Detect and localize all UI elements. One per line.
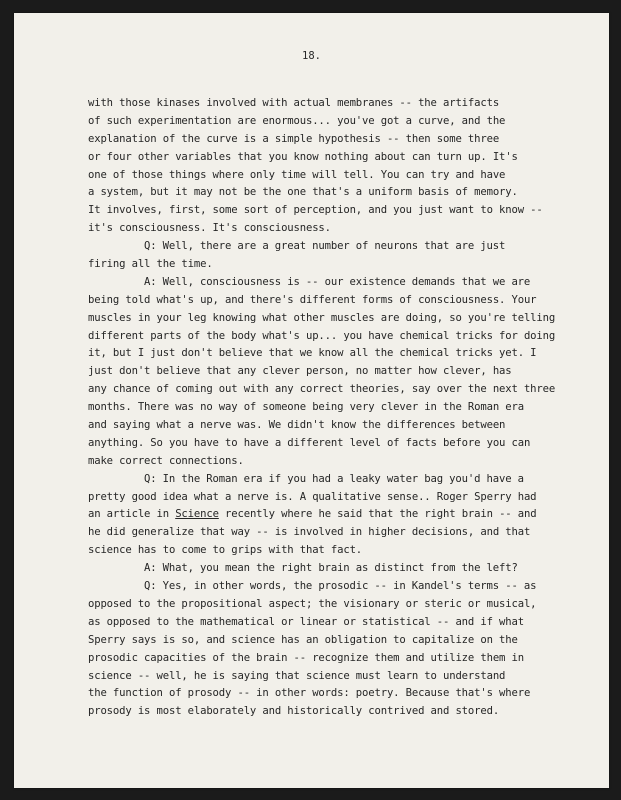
text-line: being told what's up, and there's different forms of consciousness. Your (88, 293, 537, 306)
page-number: 18. (302, 50, 321, 62)
answer-line: A: What, you mean the right brain as distinct from the left? (144, 562, 518, 575)
line-text-after: recently where he said that the right brain -- and (218, 508, 537, 521)
document-page (14, 13, 609, 788)
text-line: firing all the time. (88, 258, 213, 271)
text-line: of such experimentation are enormous... you've got a curve, and the (88, 114, 506, 127)
text-line: or four other variables that you know nothing about can turn up. It's (88, 150, 518, 163)
text-line: It involves, first, some sort of perception, and you just want to know -- (88, 204, 543, 217)
text-line: opposed to the propositional aspect; the visionary or steric or musical, (88, 597, 537, 610)
text-line-with-title (88, 506, 558, 524)
text-line: prosody is most elaborately and historically contrived and stored. (88, 705, 500, 718)
text-line: any chance of coming out with any correct theories, say over the next three (88, 383, 556, 396)
text-line: and saying what a nerve was. We didn't know the differences between (88, 419, 506, 432)
text-line: anything. So you have to have a different level of facts before you can (88, 436, 531, 449)
text-line: as opposed to the mathematical or linear or statistical -- and if what (88, 615, 524, 628)
text-line: science -- well, he is saying that science must learn to understand (88, 669, 506, 682)
text-line: months. There was no way of someone being very clever in the Roman era (88, 401, 524, 414)
text-line: one of those things where only time will tell. You can try and have (88, 168, 506, 181)
journal-title: Science (175, 508, 219, 521)
text-line: explanation of the curve is a simple hypothesis -- then some three (88, 132, 500, 145)
question-line: Q: Well, there are a great number of neurons that are just (144, 240, 506, 253)
transcript-body (88, 95, 558, 721)
text-line: a system, but it may not be the one that's a uniform basis of memory. (88, 186, 518, 199)
question-line: Q: In the Roman era if you had a leaky water bag you'd have a (144, 472, 524, 485)
text-line: prosodic capacities of the brain -- recognize them and utilize them in (88, 651, 524, 664)
text-line: it's consciousness. It's consciousness. (88, 222, 331, 235)
text-line: pretty good idea what a nerve is. A qualitative sense.. Roger Sperry had (88, 490, 537, 503)
text-line: with those kinases involved with actual membranes -- the artifacts (88, 97, 500, 109)
line-text-before: an article in (88, 508, 176, 521)
text-line: he did generalize that way -- is involved in higher decisions, and that (88, 526, 531, 539)
text-line: make correct connections. (88, 454, 244, 467)
question-line: Q: Yes, in other words, the prosodic -- in Kandel's terms -- as (144, 580, 537, 593)
text-line: different parts of the body what's up... you have chemical tricks for doing (88, 329, 556, 342)
text-line: the function of prosody -- in other words: poetry. Because that's where (88, 687, 531, 700)
text-line: it, but I just don't believe that we know all the chemical tricks yet. I (88, 347, 537, 360)
answer-line: A: Well, consciousness is -- our existence demands that we are (144, 275, 531, 288)
text-line: science has to come to grips with that fact. (88, 544, 363, 557)
text-line: Sperry says is so, and science has an obligation to capitalize on the (88, 633, 518, 646)
text-line: muscles in your leg knowing what other muscles are doing, so you're telling (88, 311, 556, 324)
text-line: just don't believe that any clever person, no matter how clever, has (88, 365, 512, 378)
